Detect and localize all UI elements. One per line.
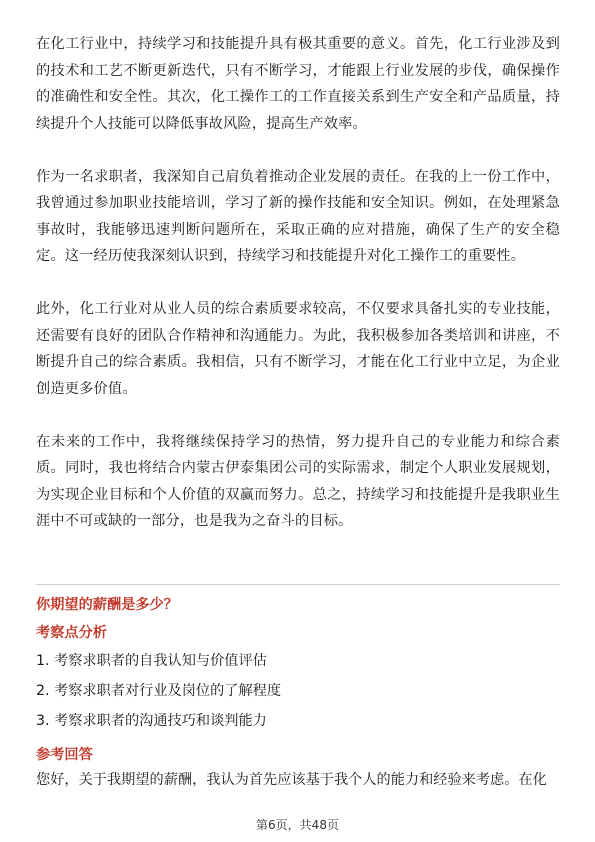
analysis-points [36,646,560,736]
paragraph-4: 在未来的工作中，我将继续保持学习的热情，努力提升自己的专业能力和综合素质。同时，我也将结合内蒙古伊泰集团公司的实际需求，制定个人职业发展规划，为实现企业目标和个人价值的双赢而努力。总之，持续学习和技能提升是我职业生涯中不可或缺的一部分，也是我为之奋斗的目标。 [36,433,560,529]
answer-text: 您好，关于我期望的薪酬，我认为首先应该基于我个人的能力和经验来考虑。在化 [36,772,547,788]
document-body [36,31,560,535]
question-title: 你期望的薪酬是多少？ [36,597,178,613]
paragraph-2: 作为一名求职者，我深知自己肩负着推动企业发展的责任。在我的上一份工作中，我曾通过参加职业技能培训，学习了新的操作技能和安全知识。例如，在处理紧急事故时，我能够迅速判断问题所在，采取正确的应对措施，确保了生产的安全稳定。这一经历使我深刻认识到，持续学习和技能提升对化工操作工的重要性。 [36,168,560,264]
analysis-point: 3. 考察求职者的沟通技巧和谈判能力 [36,713,267,729]
page-number: 第6页，共48页 [256,818,339,832]
section-divider [36,584,560,585]
analysis-point: 1. 考察求职者的自我认知与价值评估 [36,653,267,669]
analysis-point: 2. 考察求职者对行业及岗位的了解程度 [36,683,282,699]
qa-section [36,594,560,792]
paragraph-1: 在化工行业中，持续学习和技能提升具有极其重要的意义。首先，化工行业涉及到的技术和工艺不断更新迭代，只有不断学习，才能跟上行业发展的步伐，确保操作的准确性和安全性。其次，化工操作工的工作直接关系到生产安全和产品质量，持续提升个人技能可以降低事故风险，提高生产效率。 [36,36,560,132]
analysis-heading: 考察点分析 [36,625,107,641]
answer-heading: 参考回答 [36,747,93,763]
paragraph-3: 此外，化工行业对从业人员的综合素质要求较高，不仅要求具备扎实的专业技能，还需要有良好的团队合作精神和沟通能力。为此，我积极参加各类培训和讲座，不断提升自己的综合素质。我相信，只有不断学习，才能在化工行业中立足，为企业创造更多价值。 [36,301,560,397]
